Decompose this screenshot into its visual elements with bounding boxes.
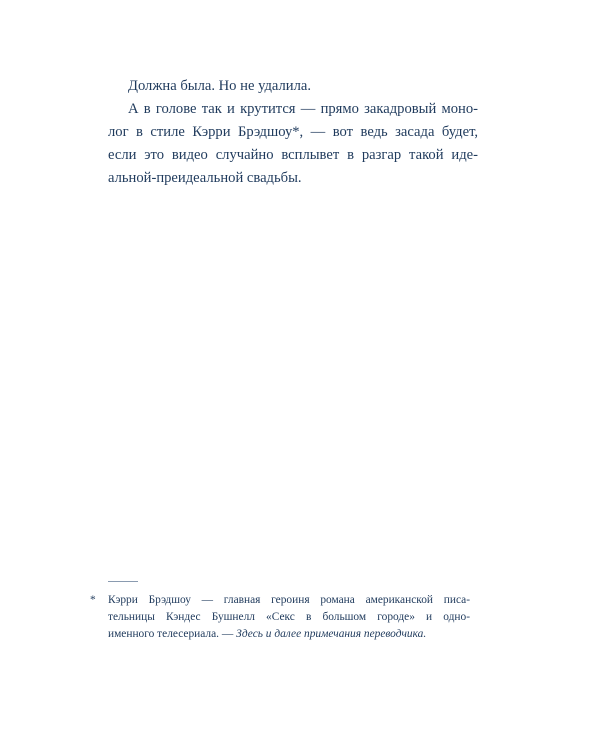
- paragraph-2-line-2: лог в стиле Кэрри Брэдшоу*, — вот ведь засада будет,: [108, 124, 478, 140]
- body-text: [108, 75, 478, 190]
- footnote: [90, 592, 470, 643]
- footnote-divider: [108, 581, 138, 582]
- paragraph-2-line-3: если это видео случайно всплывет в разгар такой иде-: [108, 147, 478, 163]
- paragraph-1-line-1: Должна была. Но не удалила.: [128, 78, 311, 94]
- paragraph-2-line-1: А в голове так и крутится — прямо закадровый моно-: [128, 101, 478, 117]
- footnote-line-3-text: именного телесериала. —: [108, 628, 237, 640]
- footnote-line-2: тельницы Кэндес Бушнелл «Секс в большом городе» и одно-: [108, 611, 470, 623]
- footnote-marker: *: [90, 594, 96, 606]
- footnote-line-1-text: Кэрри Брэдшоу — главная героиня романа американской писа-: [108, 594, 470, 606]
- footnote-line-3: [108, 626, 470, 643]
- paragraph-2-line-4: альной-преидеальной свадьбы.: [108, 170, 302, 186]
- footnote-line-1: [90, 592, 470, 609]
- translator-note: Здесь и далее примечания переводчика.: [236, 628, 427, 640]
